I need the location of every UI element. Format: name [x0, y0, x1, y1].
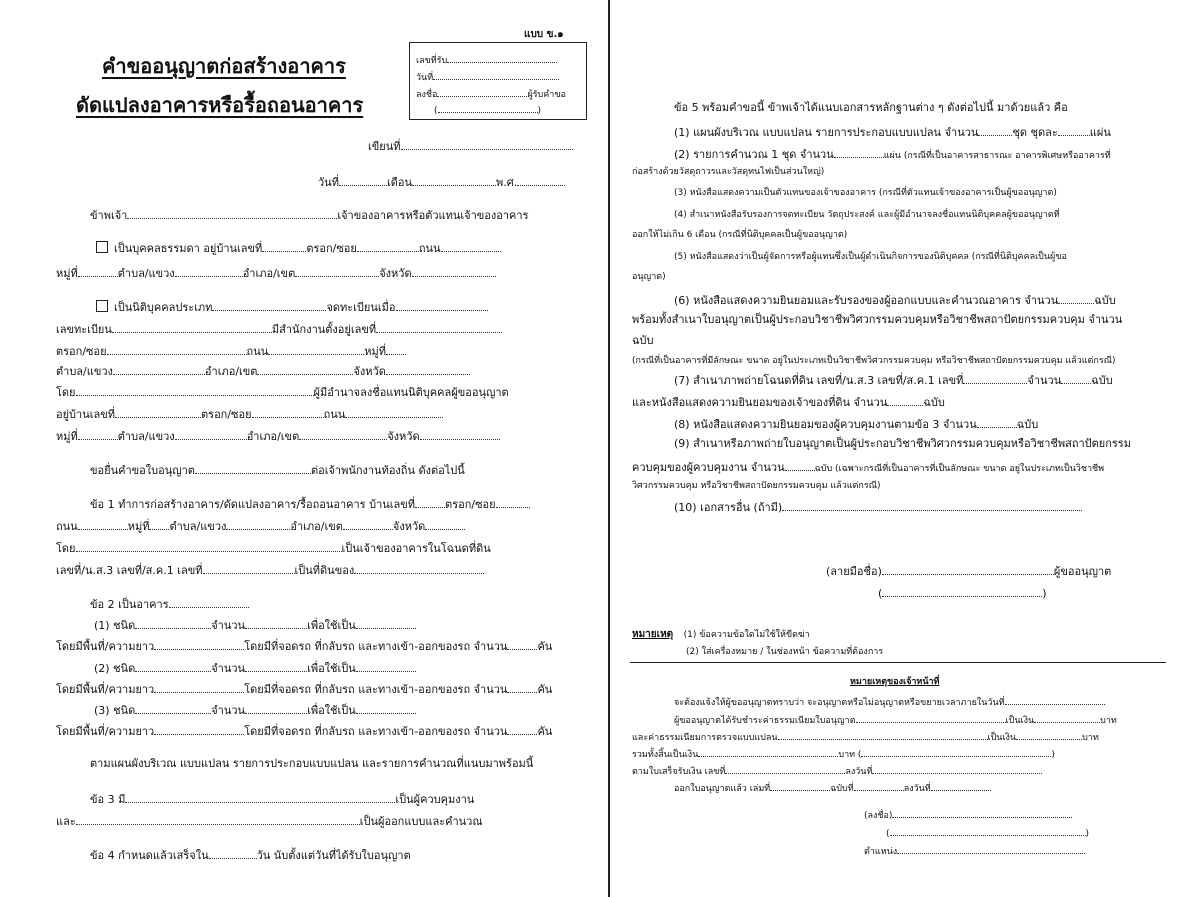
qty-label: จำนวน	[211, 662, 246, 675]
submit-label: ขอยื่นคำขอใบอนุญาต	[90, 464, 195, 477]
receipt-date-field[interactable]	[872, 764, 1042, 774]
person-label: เป็นบุคคลธรรมดา อยู่บ้านเลขที่	[114, 242, 263, 255]
receiver-label: ผู้รับคำขอ	[527, 90, 566, 100]
by-label: โดย	[56, 542, 76, 555]
registered-when-field[interactable]	[396, 299, 488, 311]
written-at-field[interactable]	[401, 138, 573, 150]
clause1-house-field[interactable]	[415, 496, 445, 508]
officer-note6: ออกใบอนุญาตแล้ว เล่มที่	[674, 784, 771, 794]
officer-name-field[interactable]	[890, 826, 1086, 836]
doc4-label: (4) สำเนาหนังสือรับรองการจดทะเบียน วัตถุประสงค์ และผู้มีอำนาจลงชื่อแทนนิติบุคคลผู้ขออนุญาตที่	[674, 210, 1060, 220]
village-label: หมู่ที่	[56, 267, 78, 280]
officer-position-field[interactable]	[897, 844, 1085, 854]
person-subdistrict-field[interactable]	[175, 265, 243, 277]
issue-date-field[interactable]	[931, 781, 991, 791]
subdistrict-label: ตำบล/แขวง	[56, 365, 113, 378]
juristic-province-field[interactable]	[386, 363, 470, 375]
plan-note: ตามแผนผังบริเวณ แบบแปลน รายการประกอบแบบแปลน และรายการคำนวณที่แนบมาพร้อมนี้	[90, 757, 534, 770]
area-label: โดยมีพื้นที่/ความยาว	[56, 725, 155, 738]
amount-label: เป็นเงิน	[987, 733, 1017, 743]
copies-label: ฉบับ	[1016, 418, 1039, 431]
district-label: อำเภอ/เขต	[290, 520, 343, 533]
land-of-label: เป็นที่ดินของ	[294, 564, 355, 577]
inspection-fee-field[interactable]	[778, 730, 988, 740]
by-label: โดย	[56, 386, 76, 399]
permit-fee-amount[interactable]	[1034, 713, 1100, 723]
written-at-label: เขียนที่	[368, 140, 401, 153]
authorized-house-field[interactable]	[115, 406, 201, 418]
officer-note3: และค่าธรรมเนียมการตรวจแบบแปลน	[632, 733, 778, 743]
juristic-district-field[interactable]	[257, 363, 353, 375]
house-no-label: อยู่บ้านเลขที่	[56, 408, 116, 421]
clause5-label: ข้อ 5 พร้อมคำขอนี้ ข้าพเจ้าได้แนบเอกสารหลักฐานต่าง ๆ ดังต่อไปนี้ มาด้วยแล้ว คือ	[674, 101, 1068, 114]
controller-field[interactable]	[125, 791, 395, 803]
area-label: โดยมีพื้นที่/ความยาว	[56, 640, 155, 653]
authorized-province-field[interactable]	[420, 428, 500, 440]
doc2-tail: แผ่น (กรณีที่เป็นอาคารสาธารณะ อาคารพิเศษหรืออาคารที่	[883, 151, 1111, 161]
province-label: จังหวัด	[353, 365, 386, 378]
total-baht-label: บาท (	[838, 750, 862, 760]
type2-label: (2) ชนิด	[94, 662, 136, 675]
officer-note2: ผู้ขออนุญาตได้รับชำระค่าธรรมเนียมใบอนุญาต	[674, 716, 856, 726]
receipt-sign-label: ลงชื่อ	[416, 90, 438, 100]
clause1-alley-field[interactable]	[496, 496, 530, 508]
qty-label: จำนวน	[211, 619, 246, 632]
road-label: ถนน	[246, 345, 269, 358]
officer-section	[612, 0, 1200, 897]
juristic-type-field[interactable]	[212, 299, 326, 311]
copies-label: ฉบับ	[1091, 374, 1113, 387]
doc4-cont: ออกให้ไม่เกิน 6 เดือน (กรณีที่นิติบุคคลเป็นผู้ขออนุญาต)	[632, 230, 848, 240]
total-fee-words-field[interactable]	[861, 747, 1051, 757]
type3-area-field[interactable]	[154, 723, 244, 735]
road-label: ถนน	[56, 520, 78, 533]
deed-no-label: เลขที่/น.ส.3 เลขที่/ส.ค.1 เลขที่	[56, 564, 203, 577]
controller-label: เป็นผู้ควบคุมงาน	[395, 793, 475, 806]
paren-close: )	[1085, 829, 1090, 839]
reg-no-field[interactable]	[112, 321, 272, 333]
officer-note1: จะต้องแจ้งให้ผู้ขออนุญาตทราบว่า จะอนุญาตหรือไม่อนุญาตหรือขยายเวลาภายในวันที่	[674, 698, 1005, 708]
province-label: จังหวัด	[387, 430, 420, 443]
copy-no-field[interactable]	[854, 781, 904, 791]
juristic-alley-field[interactable]	[107, 343, 247, 355]
doc6-cont: พร้อมทั้งสำเนาใบอนุญาตเป็นผู้ประกอบวิชาชีพวิศวกรรมควบคุมหรือวิชาชีพสถาปัตยกรรมควบคุม จำนวน	[632, 313, 1123, 326]
date-field[interactable]	[339, 174, 387, 186]
subdistrict-label: ตำบล/แขวง	[169, 520, 227, 533]
type3-field[interactable]	[135, 702, 211, 714]
person-alley-field[interactable]	[357, 240, 419, 252]
person-village-field[interactable]	[78, 265, 118, 277]
paren-close: )	[537, 106, 542, 116]
type1-area-field[interactable]	[154, 638, 244, 650]
type1-field[interactable]	[135, 617, 211, 629]
page-divider	[608, 0, 610, 897]
use-for-label: เพื่อใช้เป็น	[307, 619, 356, 632]
doc8-label: (8) หนังสือแสดงความยินยอมของผู้ควบคุมงานตามข้อ 3 จำนวน	[674, 418, 977, 431]
date-label: วันที่	[318, 176, 339, 189]
receipt-box	[409, 42, 587, 120]
clause1-road-field[interactable]	[78, 518, 128, 530]
clause3-label: ข้อ 3 มี	[90, 793, 126, 806]
alley-label: ตรอก/ซอย	[56, 345, 107, 358]
paren-open: (	[434, 106, 438, 116]
paren-close: )	[1051, 750, 1055, 760]
copies-label: ฉบับ	[923, 396, 945, 409]
doc10-label: (10) เอกสารอื่น (ถ้ามี)	[674, 501, 783, 514]
receipt-no-field[interactable]	[725, 764, 845, 774]
type1-use-field[interactable]	[356, 617, 416, 629]
year-field[interactable]	[517, 174, 565, 186]
officer-sign-label: (ลงชื่อ)	[864, 811, 893, 821]
district-label: อำเภอ/เขต	[246, 430, 300, 443]
clause1-subdistrict-field[interactable]	[226, 518, 290, 530]
applicant-label: ข้าพเจ้า	[90, 209, 128, 222]
paren-open: (	[878, 587, 883, 600]
village-label: หมู่ที่	[127, 520, 150, 533]
authorized-name-field[interactable]	[76, 384, 314, 396]
province-label: จังหวัด	[379, 267, 412, 280]
paren-close: )	[1042, 587, 1047, 600]
officer-date-field[interactable]	[1005, 695, 1105, 705]
clause1-province-field[interactable]	[425, 518, 465, 530]
alley-label: ตรอก/ซอย	[201, 408, 252, 421]
paren-open: (	[886, 829, 890, 839]
doc1-label: (1) แผนผังบริเวณ แบบแปลน รายการประกอบแบบแปลน จำนวน	[674, 126, 979, 139]
officer-title: หมายเหตุของเจ้าหน้าที่	[850, 677, 940, 687]
form-title-line1: คำขออนุญาตก่อสร้างอาคาร	[102, 54, 346, 78]
authorized-district-field[interactable]	[299, 428, 387, 440]
owner-agent-label: เจ้าของอาคารหรือตัวแทนเจ้าของอาคาร	[337, 209, 529, 222]
year-label: พ.ศ.	[495, 176, 518, 189]
use-for-label: เพื่อใช้เป็น	[307, 704, 356, 717]
baht-label: บาท	[1100, 716, 1117, 726]
village-label: หมู่ที่	[56, 430, 78, 443]
type3-use-field[interactable]	[356, 702, 416, 714]
type2-field[interactable]	[135, 660, 211, 672]
clause4-label: ข้อ 4 กำหนดแล้วเสร็จใน	[90, 849, 209, 862]
officer-sign-field[interactable]	[892, 808, 1072, 818]
office-at-field[interactable]	[376, 321, 502, 333]
district-label: อำเภอ/เขต	[242, 267, 296, 280]
juristic-subdistrict-field[interactable]	[113, 363, 205, 375]
month-label: เดือน	[386, 176, 412, 189]
doc9-cont: ควบคุมของผู้ควบคุมงาน จำนวน	[632, 461, 785, 474]
doc6-copies-label: ฉบับ	[632, 334, 654, 347]
alley-label: ตรอก/ซอย	[445, 498, 496, 511]
road-label: ถนน	[418, 242, 441, 255]
form-title-line2: ดัดแปลงอาคารหรือรื้อถอนอาคาร	[76, 93, 364, 117]
subdistrict-label: ตำบล/แขวง	[117, 430, 175, 443]
applicant-label: ผู้ขออนุญาต	[1053, 565, 1112, 578]
type2-area-field[interactable]	[154, 681, 244, 693]
book-no-field[interactable]	[770, 781, 830, 791]
authorized-village-field[interactable]	[78, 428, 118, 440]
cars-label: คัน	[537, 725, 553, 738]
parking-label: โดยมีที่จอดรถ ที่กลับรถ และทางเข้า-ออกของรถ จำนวน	[244, 725, 508, 738]
doc7-cont: และหนังสือแสดงความยินยอมของเจ้าของที่ดิน จำนวน	[632, 396, 888, 409]
doc3-label: (3) หนังสือแสดงความเป็นตัวแทนของเจ้าของอาคาร (กรณีที่ตัวแทนเจ้าของอาคารเป็นผู้ขออนุญาต)	[674, 188, 1057, 198]
clause1-label: ข้อ 1 ทำการก่อสร้างอาคาร/ดัดแปลงอาคาร/รื้อถอนอาคาร บ้านเลขที่	[90, 498, 416, 511]
receipt-sign-field[interactable]	[437, 85, 527, 97]
subdistrict-label: ตำบล/แขวง	[117, 267, 175, 280]
officer-note4: รวมทั้งสิ้นเป็นเงิน	[632, 750, 699, 760]
alley-label: ตรอก/ซอย	[306, 242, 357, 255]
person-road-field[interactable]	[441, 240, 501, 252]
doc5-label: (5) หนังสือแสดงว่าเป็นผู้จัดการหรือผู้แทนซึ่งเป็นผู้ดำเนินกิจการของนิติบุคคล (กรณีที่นิติบุคคลเป็นผู้ขอ	[674, 252, 1067, 262]
clause4-tail: วัน นับตั้งแต่วันที่ได้รับใบอนุญาต	[256, 849, 411, 862]
doc7-label: (7) สำเนาภาพถ่ายโฉนดที่ดิน เลขที่/น.ส.3 เลขที่/ส.ค.1 เลขที่	[674, 374, 964, 387]
qty-label: จำนวน	[211, 704, 246, 717]
type2-qty-field[interactable]	[245, 660, 307, 672]
receiver-name-field[interactable]	[438, 101, 538, 113]
district-label: อำเภอ/เขต	[204, 365, 258, 378]
permit-type-field[interactable]	[195, 462, 311, 474]
doc9-cont2: วิศวกรรมควบคุม หรือวิชาชีพสถาปัตยกรรมควบคุม แล้วแต่กรณี)	[632, 481, 881, 491]
officer-note5: ตามใบเสร็จรับเงิน เลขที่	[632, 767, 726, 777]
clause1-district-field[interactable]	[343, 518, 393, 530]
registered-when-label: จดทะเบียนเมื่อ	[326, 301, 396, 314]
type3-parking-field[interactable]	[507, 723, 537, 735]
copies-label: ฉบับ	[1094, 294, 1116, 307]
village-label: หมู่ที่	[364, 345, 387, 358]
cars-label: คัน	[537, 683, 553, 696]
person-house-field[interactable]	[262, 240, 306, 252]
authorized-road-field[interactable]	[345, 406, 443, 418]
receipt-no-field[interactable]	[447, 51, 557, 63]
juristic-checkbox[interactable]	[96, 300, 108, 312]
road-label: ถนน	[323, 408, 346, 421]
receipt-no-label: เลขที่รับ	[416, 56, 448, 66]
area-label: โดยมีพื้นที่/ความยาว	[56, 683, 155, 696]
person-district-field[interactable]	[295, 265, 379, 277]
qty-label: จำนวน	[1027, 374, 1062, 387]
clause2-field[interactable]	[169, 596, 249, 608]
doc2-cont: ก่อสร้างด้วยวัสดุถาวรและวัสดุทนไฟเป็นส่วนใหญ่)	[632, 167, 825, 177]
receipt-date-field[interactable]	[433, 68, 559, 80]
applicant-field[interactable]	[127, 207, 337, 219]
doc9-label: (9) สำเนาหรือภาพถ่ายใบอนุญาตเป็นผู้ประกอบวิชาชีพวิศวกรรมควบคุมหรือวิชาชีพสถาปัตยกรรม	[674, 437, 1131, 450]
reg-no-label: เลขทะเบียน	[56, 323, 112, 336]
clause1-village-field[interactable]	[149, 518, 169, 530]
form-code: แบบ ข.๑	[524, 29, 564, 40]
and-label: และ	[56, 815, 76, 828]
total-fee-field[interactable]	[698, 747, 838, 757]
baht-label: บาท	[1082, 733, 1099, 743]
to-officer-label: ต่อเจ้าพนักงานท้องถิ่น ดังต่อไปนี้	[310, 464, 465, 477]
permit-fee-field[interactable]	[856, 713, 1006, 723]
receipt-date-label: วันที่	[416, 73, 434, 83]
doc6-label: (6) หนังสือแสดงความยินยอมและรับรองของผู้ออกแบบและคำนวณอาคาร จำนวน	[674, 294, 1059, 307]
juristic-road-field[interactable]	[268, 343, 364, 355]
use-for-label: เพื่อใช้เป็น	[307, 662, 356, 675]
person-checkbox[interactable]	[96, 241, 108, 253]
remark-2: (2) ใส่เครื่องหมาย / ในช่องหน้า ข้อความที่ต้องการ	[686, 647, 884, 657]
type3-label: (3) ชนิด	[94, 704, 136, 717]
inspection-fee-amount[interactable]	[1016, 730, 1082, 740]
remark-1: (1) ข้อความข้อใดไม่ใช้ให้ขีดฆ่า	[683, 630, 810, 640]
authorized-label: ผู้มีอำนาจลงชื่อแทนนิติบุคคลผู้ขออนุญาต	[313, 386, 509, 399]
person-province-field[interactable]	[412, 265, 496, 277]
parking-label: โดยมีที่จอดรถ ที่กลับรถ และทางเข้า-ออกของรถ จำนวน	[244, 683, 508, 696]
parking-label: โดยมีที่จอดรถ ที่กลับรถ และทางเข้า-ออกของรถ จำนวน	[244, 640, 508, 653]
land-owner-field[interactable]	[354, 562, 484, 574]
type1-label: (1) ชนิด	[94, 619, 136, 632]
office-at-label: มีสำนักงานตั้งอยู่เลขที่	[271, 323, 377, 336]
doc2-label: (2) รายการคำนวณ 1 ชุด จำนวน	[674, 148, 834, 161]
type1-parking-field[interactable]	[507, 638, 537, 650]
signature-label: (ลายมือชื่อ)	[826, 565, 882, 578]
type2-parking-field[interactable]	[507, 681, 537, 693]
dated-label: ลงวันที่	[845, 767, 873, 777]
completion-days-field[interactable]	[209, 847, 257, 859]
copy-no-label: ฉบับที่	[830, 784, 854, 794]
authorized-alley-field[interactable]	[252, 406, 324, 418]
province-label: จังหวัด	[392, 520, 426, 533]
doc5-cont: อนุญาต)	[632, 272, 666, 282]
juristic-village-field[interactable]	[386, 343, 406, 355]
doc6-note: (กรณีที่เป็นอาคารที่มีลักษณะ ขนาด อยู่ในประเภทเป็นวิชาชีพวิศวกรรมควบคุม หรือวิชาชีพสถาปัตยกรรมควบคุม แล้วแต่กรณี)	[632, 356, 1116, 366]
juristic-label: เป็นนิติบุคคลประเภท	[114, 301, 213, 314]
dated-label: ลงวันที่	[903, 784, 931, 794]
doc9-tail: ฉบับ (เฉพาะกรณีที่เป็นอาคารที่เป็นลักษณะ ขนาด อยู่ในประเภทเป็นวิชาชีพ	[814, 464, 1105, 474]
type1-qty-field[interactable]	[245, 617, 307, 629]
designer-label: เป็นผู้ออกแบบและคำนวณ	[359, 815, 483, 828]
designer-field[interactable]	[76, 813, 360, 825]
doc1-set-label: ชุด ชุดละ	[1012, 126, 1058, 139]
deed-no-field[interactable]	[203, 562, 295, 574]
type2-use-field[interactable]	[356, 660, 416, 672]
doc1-sheet-label: แผ่น	[1089, 126, 1111, 139]
authorized-subdistrict-field[interactable]	[175, 428, 247, 440]
remark-label: หมายเหตุ	[632, 629, 674, 640]
clause2-label: ข้อ 2 เป็นอาคาร	[90, 598, 169, 611]
clause1-owner-field[interactable]	[76, 540, 342, 552]
month-field[interactable]	[412, 174, 496, 186]
amount-label: เป็นเงิน	[1005, 716, 1035, 726]
officer-position-label: ตำแหน่ง	[864, 847, 898, 857]
cars-label: คัน	[537, 640, 553, 653]
type3-qty-field[interactable]	[245, 702, 307, 714]
owner-of-land-label: เป็นเจ้าของอาคารในโฉนดที่ดิน	[341, 542, 491, 555]
